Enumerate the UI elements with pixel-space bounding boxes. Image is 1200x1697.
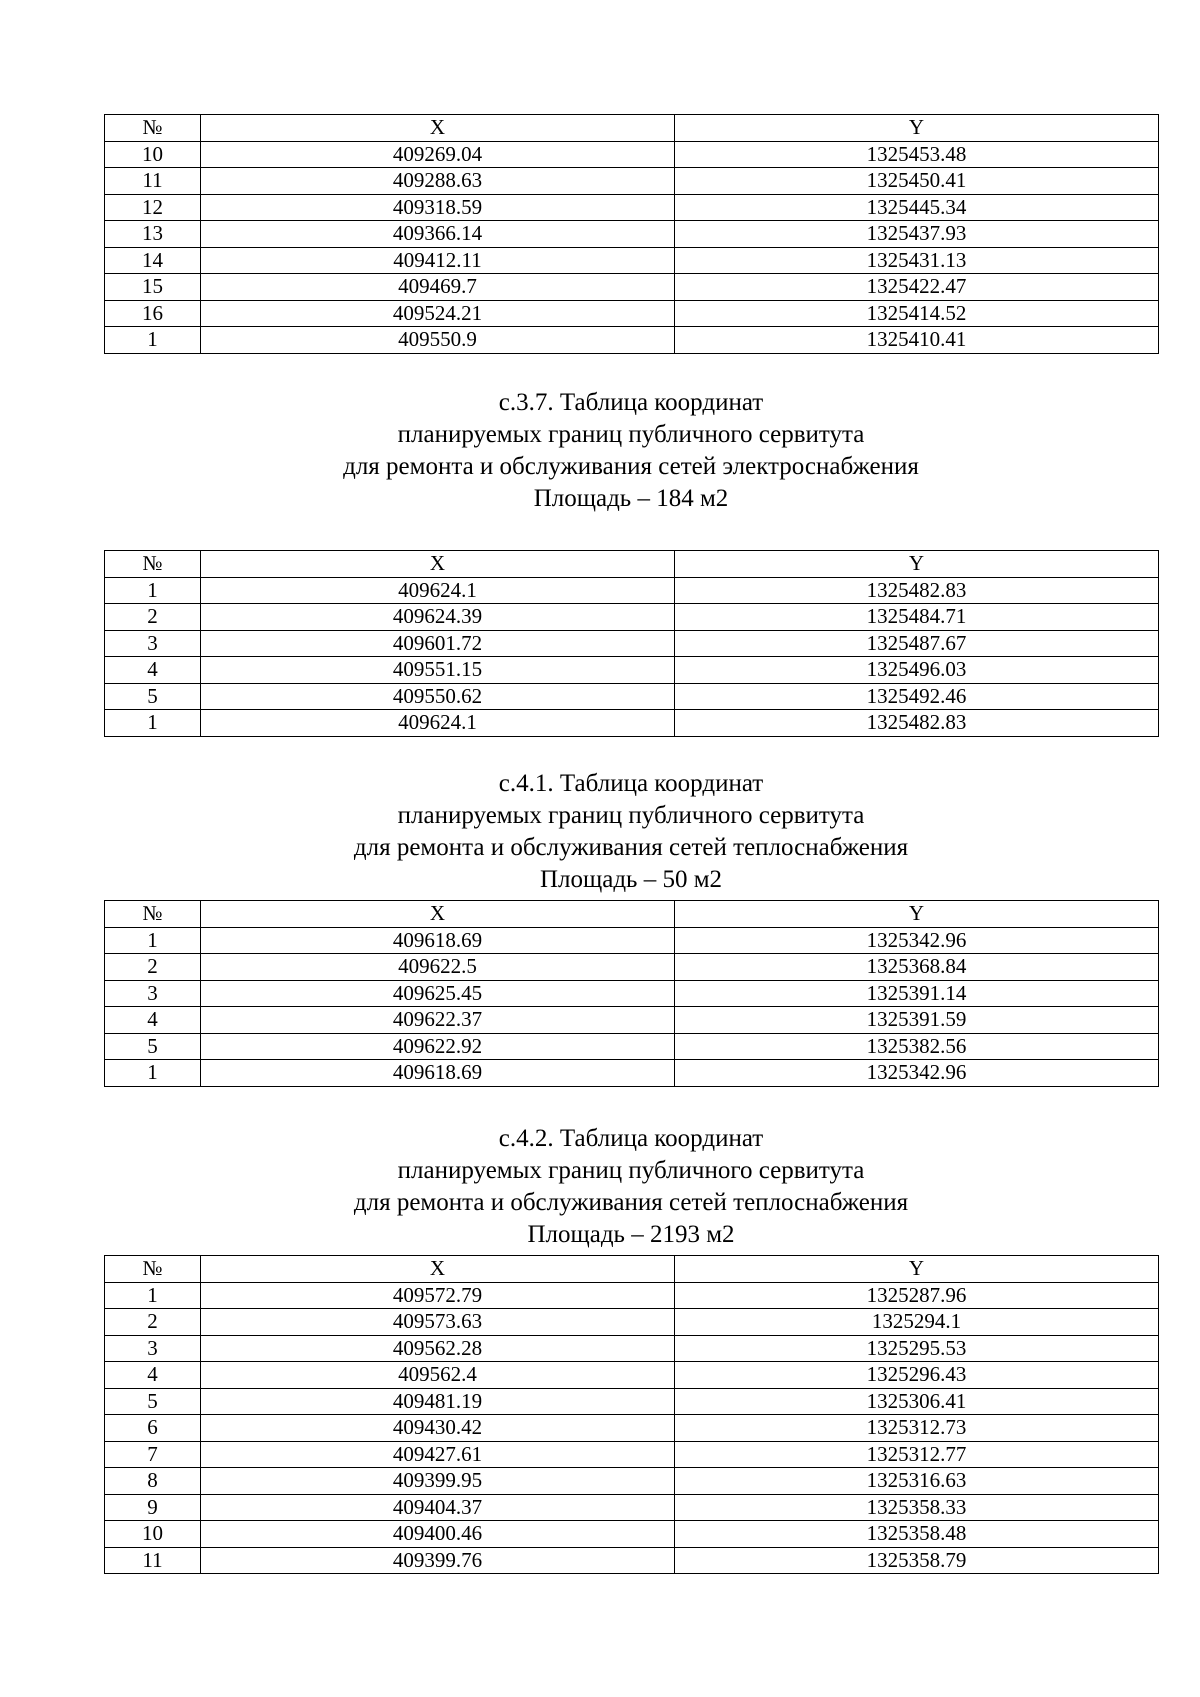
- point-number: 1: [105, 577, 201, 604]
- point-number: 1: [105, 927, 201, 954]
- header-number: №: [105, 115, 201, 142]
- y-coordinate: 1325287.96: [675, 1282, 1159, 1309]
- table-row: [105, 300, 1159, 327]
- table-row: [105, 1335, 1159, 1362]
- point-number: 5: [105, 1388, 201, 1415]
- table-row: [105, 1547, 1159, 1574]
- x-coordinate: 409550.62: [201, 683, 675, 710]
- x-coordinate: 409427.61: [201, 1441, 675, 1468]
- section-purpose: для ремонта и обслуживания сетей электроснабжения: [343, 453, 919, 480]
- header-y: Y: [675, 901, 1159, 928]
- table-row: [105, 1521, 1159, 1548]
- point-number: 16: [105, 300, 201, 327]
- x-coordinate: 409624.1: [201, 710, 675, 737]
- y-coordinate: 1325391.14: [675, 980, 1159, 1007]
- point-number: 8: [105, 1468, 201, 1495]
- section-subtitle: планируемых границ публичного сервитута: [397, 421, 865, 448]
- point-number: 13: [105, 221, 201, 248]
- point-number: 11: [105, 168, 201, 195]
- x-coordinate: 409562.4: [201, 1362, 675, 1389]
- table-row: [105, 274, 1159, 301]
- x-coordinate: 409622.5: [201, 954, 675, 981]
- section-area: Площадь – 184 м2: [533, 485, 729, 512]
- header-number: №: [105, 901, 201, 928]
- table-row: [105, 710, 1159, 737]
- coordinates-table-c41-wrapper: [104, 900, 1158, 1087]
- header-number: №: [105, 1256, 201, 1283]
- table-row: [105, 1282, 1159, 1309]
- point-number: 7: [105, 1441, 201, 1468]
- x-coordinate: 409399.95: [201, 1468, 675, 1495]
- section-subtitle: планируемых границ публичного сервитута: [397, 802, 865, 829]
- table-row: [105, 683, 1159, 710]
- point-number: 11: [105, 1547, 201, 1574]
- y-coordinate: 1325358.79: [675, 1547, 1159, 1574]
- section-heading-c41: [104, 768, 1158, 896]
- x-coordinate: 409573.63: [201, 1309, 675, 1336]
- y-coordinate: 1325312.73: [675, 1415, 1159, 1442]
- coordinates-table-c41: [104, 900, 1159, 1087]
- table-header-row: [105, 551, 1159, 578]
- table-row: [105, 604, 1159, 631]
- section-title: с.3.7. Таблица координат: [498, 389, 764, 416]
- table-header-row: [105, 1256, 1159, 1283]
- table-row: [105, 927, 1159, 954]
- x-coordinate: 409400.46: [201, 1521, 675, 1548]
- point-number: 10: [105, 141, 201, 168]
- header-x: X: [201, 901, 675, 928]
- point-number: 4: [105, 1007, 201, 1034]
- table-row: [105, 630, 1159, 657]
- coordinates-table-c37-wrapper: [104, 550, 1158, 737]
- y-coordinate: 1325453.48: [675, 141, 1159, 168]
- point-number: 10: [105, 1521, 201, 1548]
- y-coordinate: 1325358.33: [675, 1494, 1159, 1521]
- x-coordinate: 409601.72: [201, 630, 675, 657]
- y-coordinate: 1325445.34: [675, 194, 1159, 221]
- coordinates-table-c42-wrapper: [104, 1255, 1158, 1574]
- x-coordinate: 409366.14: [201, 221, 675, 248]
- point-number: 1: [105, 1060, 201, 1087]
- table-row: [105, 1309, 1159, 1336]
- x-coordinate: 409481.19: [201, 1388, 675, 1415]
- x-coordinate: 409318.59: [201, 194, 675, 221]
- y-coordinate: 1325437.93: [675, 221, 1159, 248]
- table-row: [105, 954, 1159, 981]
- header-y: Y: [675, 115, 1159, 142]
- y-coordinate: 1325492.46: [675, 683, 1159, 710]
- y-coordinate: 1325414.52: [675, 300, 1159, 327]
- y-coordinate: 1325482.83: [675, 577, 1159, 604]
- table-row: [105, 168, 1159, 195]
- y-coordinate: 1325306.41: [675, 1388, 1159, 1415]
- table-row: [105, 1441, 1159, 1468]
- section-purpose: для ремонта и обслуживания сетей теплоснабжения: [353, 1189, 909, 1216]
- table-row: [105, 1007, 1159, 1034]
- x-coordinate: 409524.21: [201, 300, 675, 327]
- table-row: [105, 141, 1159, 168]
- x-coordinate: 409551.15: [201, 657, 675, 684]
- table-row: [105, 1468, 1159, 1495]
- table-row: [105, 577, 1159, 604]
- point-number: 3: [105, 1335, 201, 1362]
- x-coordinate: 409562.28: [201, 1335, 675, 1362]
- x-coordinate: 409618.69: [201, 927, 675, 954]
- coordinates-table-c42: [104, 1255, 1159, 1574]
- point-number: 1: [105, 327, 201, 354]
- y-coordinate: 1325482.83: [675, 710, 1159, 737]
- point-number: 3: [105, 980, 201, 1007]
- point-number: 5: [105, 683, 201, 710]
- y-coordinate: 1325342.96: [675, 1060, 1159, 1087]
- table-row: [105, 247, 1159, 274]
- point-number: 14: [105, 247, 201, 274]
- point-number: 12: [105, 194, 201, 221]
- y-coordinate: 1325358.48: [675, 1521, 1159, 1548]
- x-coordinate: 409430.42: [201, 1415, 675, 1442]
- coordinates-table-continued: [104, 114, 1158, 354]
- table-header-row: [105, 901, 1159, 928]
- table-row: [105, 980, 1159, 1007]
- y-coordinate: 1325342.96: [675, 927, 1159, 954]
- section-area: Площадь – 2193 м2: [527, 1221, 735, 1248]
- y-coordinate: 1325410.41: [675, 327, 1159, 354]
- table-row: [105, 1494, 1159, 1521]
- point-number: 2: [105, 954, 201, 981]
- y-coordinate: 1325496.03: [675, 657, 1159, 684]
- point-number: 2: [105, 604, 201, 631]
- section-title: с.4.2. Таблица координат: [498, 1125, 764, 1152]
- y-coordinate: 1325295.53: [675, 1335, 1159, 1362]
- point-number: 3: [105, 630, 201, 657]
- y-coordinate: 1325431.13: [675, 247, 1159, 274]
- point-number: 5: [105, 1033, 201, 1060]
- point-number: 15: [105, 274, 201, 301]
- y-coordinate: 1325450.41: [675, 168, 1159, 195]
- section-title: с.4.1. Таблица координат: [498, 770, 764, 797]
- table-row: [105, 194, 1159, 221]
- point-number: 4: [105, 657, 201, 684]
- table-row: [105, 327, 1159, 354]
- point-number: 6: [105, 1415, 201, 1442]
- y-coordinate: 1325391.59: [675, 1007, 1159, 1034]
- table-row: [105, 657, 1159, 684]
- point-number: 4: [105, 1362, 201, 1389]
- section-heading-c37: [104, 387, 1158, 515]
- header-x: X: [201, 115, 675, 142]
- x-coordinate: 409572.79: [201, 1282, 675, 1309]
- table-row: [105, 1415, 1159, 1442]
- x-coordinate: 409624.39: [201, 604, 675, 631]
- y-coordinate: 1325422.47: [675, 274, 1159, 301]
- x-coordinate: 409404.37: [201, 1494, 675, 1521]
- header-number: №: [105, 551, 201, 578]
- x-coordinate: 409624.1: [201, 577, 675, 604]
- coordinates-table-c37: [104, 550, 1159, 737]
- x-coordinate: 409622.92: [201, 1033, 675, 1060]
- point-number: 9: [105, 1494, 201, 1521]
- y-coordinate: 1325316.63: [675, 1468, 1159, 1495]
- point-number: 1: [105, 710, 201, 737]
- x-coordinate: 409399.76: [201, 1547, 675, 1574]
- y-coordinate: 1325296.43: [675, 1362, 1159, 1389]
- y-coordinate: 1325312.77: [675, 1441, 1159, 1468]
- table-row: [105, 1388, 1159, 1415]
- table-header-row: [105, 115, 1159, 142]
- x-coordinate: 409412.11: [201, 247, 675, 274]
- header-y: Y: [675, 1256, 1159, 1283]
- y-coordinate: 1325484.71: [675, 604, 1159, 631]
- y-coordinate: 1325368.84: [675, 954, 1159, 981]
- y-coordinate: 1325487.67: [675, 630, 1159, 657]
- y-coordinate: 1325382.56: [675, 1033, 1159, 1060]
- header-x: X: [201, 1256, 675, 1283]
- header-y: Y: [675, 551, 1159, 578]
- table-row: [105, 1060, 1159, 1087]
- x-coordinate: 409469.7: [201, 274, 675, 301]
- header-x: X: [201, 551, 675, 578]
- x-coordinate: 409622.37: [201, 1007, 675, 1034]
- coordinates-table: [104, 114, 1159, 354]
- section-subtitle: планируемых границ публичного сервитута: [397, 1157, 865, 1184]
- x-coordinate: 409288.63: [201, 168, 675, 195]
- section-area: Площадь – 50 м2: [539, 866, 723, 893]
- x-coordinate: 409618.69: [201, 1060, 675, 1087]
- point-number: 2: [105, 1309, 201, 1336]
- table-row: [105, 1362, 1159, 1389]
- table-row: [105, 1033, 1159, 1060]
- table-row: [105, 221, 1159, 248]
- section-purpose: для ремонта и обслуживания сетей теплоснабжения: [353, 834, 909, 861]
- section-heading-c42: [104, 1123, 1158, 1251]
- y-coordinate: 1325294.1: [675, 1309, 1159, 1336]
- x-coordinate: 409269.04: [201, 141, 675, 168]
- x-coordinate: 409550.9: [201, 327, 675, 354]
- x-coordinate: 409625.45: [201, 980, 675, 1007]
- point-number: 1: [105, 1282, 201, 1309]
